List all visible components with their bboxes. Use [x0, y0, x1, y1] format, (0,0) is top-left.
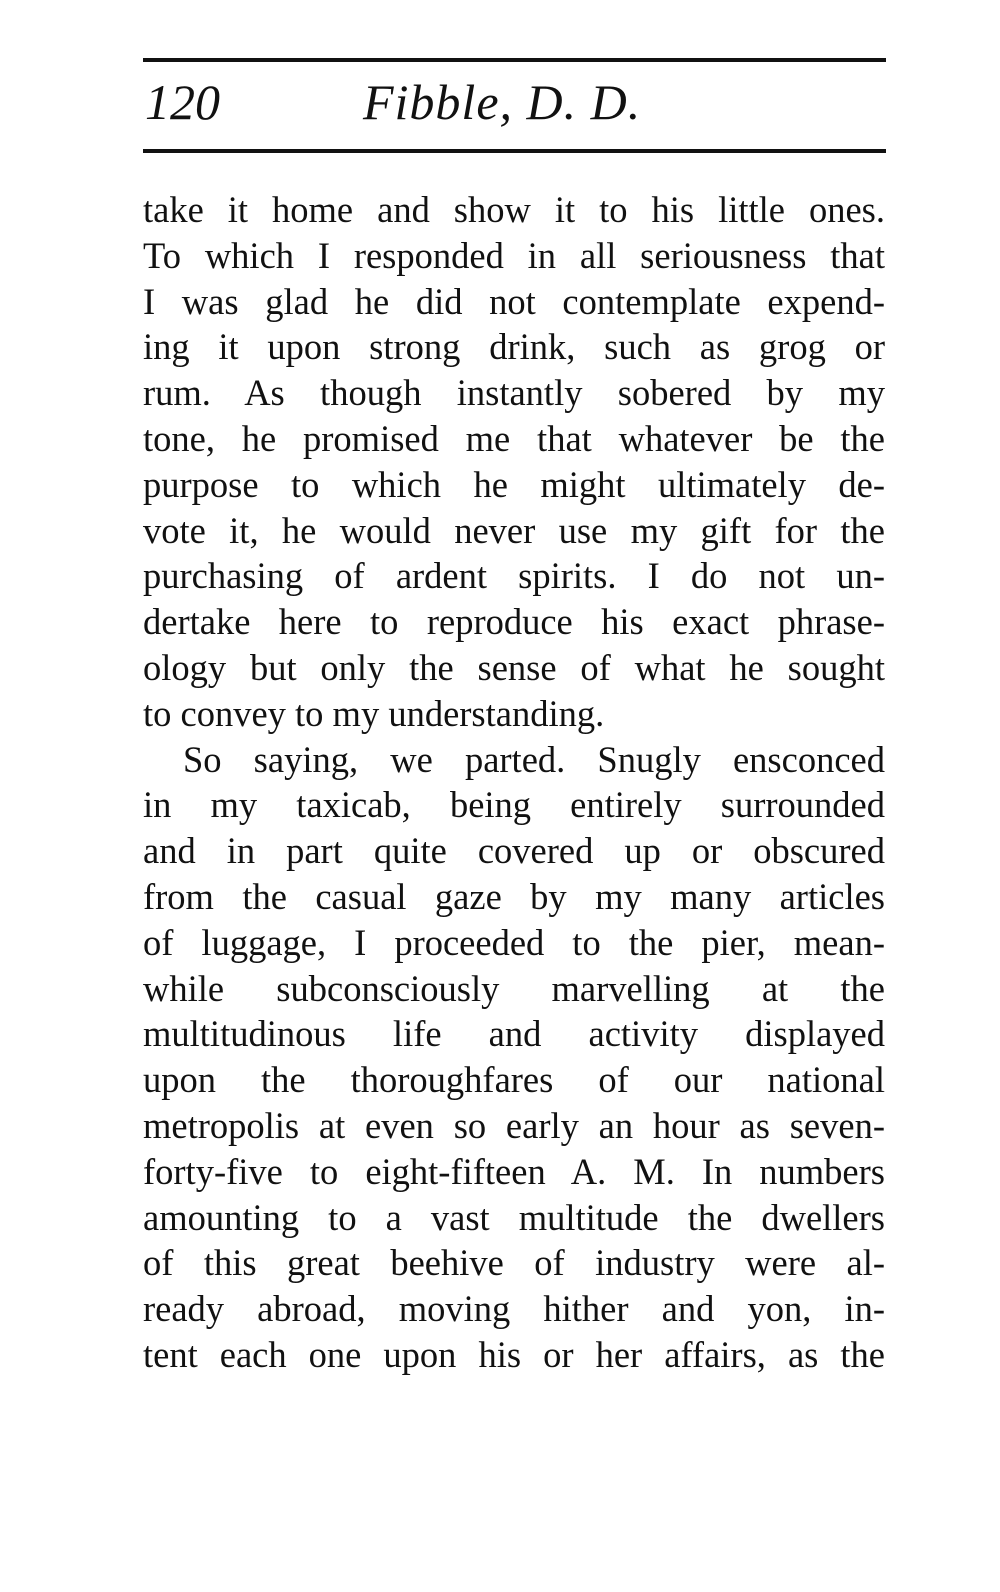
text-line: metropolis at even so early an hour as seven-	[143, 1104, 885, 1146]
text-line: ing it upon strong drink, such as grog or	[143, 326, 885, 368]
text-line: tent each one upon his or her affairs, as the	[143, 1333, 885, 1375]
text-line: To which I responded in all seriousness that	[143, 234, 885, 276]
text-line: I was glad he did not contemplate expend-	[143, 280, 885, 322]
text-line: upon the thoroughfares of our national	[143, 1059, 885, 1101]
page-number: 120	[145, 74, 220, 130]
text-line: multitudinous life and activity displayed	[143, 1013, 885, 1055]
text-line: ready abroad, moving hither and yon, in-	[143, 1288, 885, 1330]
text-line: dertake here to reproduce his exact phrase-	[143, 601, 885, 643]
text-line: and in part quite covered up or obscured	[143, 830, 885, 872]
text-line: ology but only the sense of what he sought	[143, 646, 885, 688]
text-line: purpose to which he might ultimately de-	[143, 463, 885, 505]
body-text	[143, 187, 885, 1378]
text-line: to convey to my understanding.	[143, 692, 605, 734]
running-title: Fibble, D. D.	[363, 74, 642, 130]
text-line: from the casual gaze by my many articles	[143, 875, 885, 917]
text-line: while subconsciously marvelling at the	[143, 967, 885, 1009]
text-line: tone, he promised me that whatever be the	[143, 417, 885, 459]
text-line: take it home and show it to his little ones.	[143, 189, 885, 230]
text-line: of this great beehive of industry were al-	[143, 1242, 885, 1284]
text-line: in my taxicab, being entirely surrounded	[143, 784, 885, 826]
text-line: forty-five to eight-fifteen A. M. In numbers	[143, 1150, 885, 1192]
header-top-rule	[143, 58, 886, 62]
text-line: of luggage, I proceeded to the pier, mean-	[143, 921, 885, 963]
text-line: So saying, we parted. Snugly ensconced	[183, 738, 885, 780]
text-line: purchasing of ardent spirits. I do not un-	[143, 555, 885, 597]
text-line: amounting to a vast multitude the dwellers	[143, 1196, 885, 1238]
text-line: vote it, he would never use my gift for the	[143, 509, 885, 551]
text-line: rum. As though instantly sobered by my	[143, 372, 885, 414]
header-bottom-rule	[143, 149, 886, 153]
